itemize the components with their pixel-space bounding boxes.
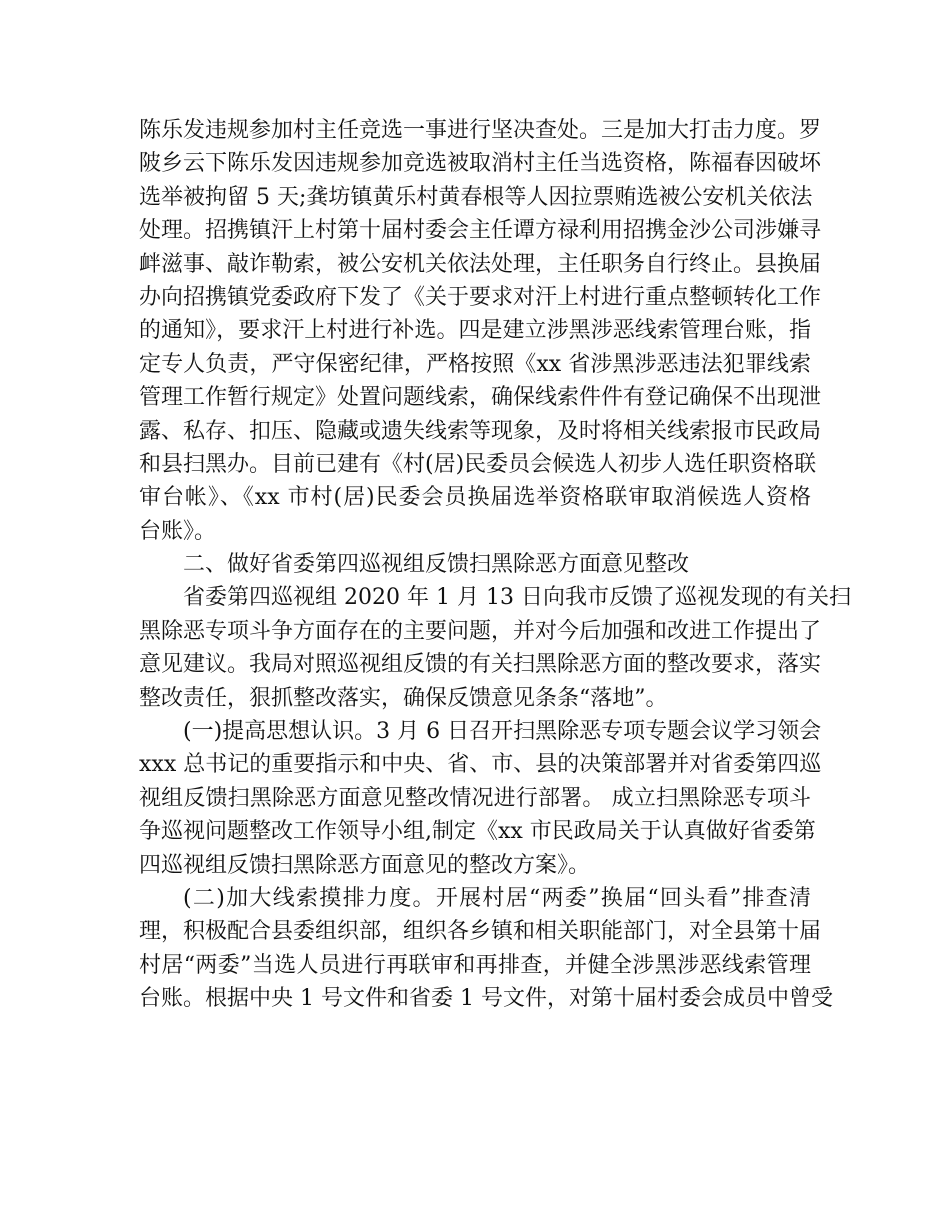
text-line-25: 理，积极配合县委组织部，组织各乡镇和相关职能部门，对全县第十届 bbox=[139, 919, 822, 945]
text-line-18: 整改责任，狠抓整改落实，确保反馈意见条条“落地”。 bbox=[139, 685, 668, 711]
text-line-1: 陈乐发违规参加村主任竞选一事进行坚决查处。三是加大打击力度。罗 bbox=[139, 118, 822, 143]
text-line-27: 台账。根据中央 1 号文件和省委 1 号文件，对第十届村委会成员中曾受 bbox=[139, 986, 833, 1012]
text-line-9: 管理工作暂行规定》处置问题线索，确保线索件件有登记确保不出现泄 bbox=[139, 385, 822, 411]
text-line-13: 台账》。 bbox=[139, 518, 217, 544]
text-line-6: 办向招携镇党委政府下发了《关于要求对汗上村进行重点整顿转化工作 bbox=[139, 284, 822, 310]
text-line-8: 定专人负责，严守保密纪律，严格按照《xx 省涉黑涉恶违法犯罪线索 bbox=[139, 351, 811, 377]
text-line-16: 黑除恶专项斗争方面存在的主要问题，并对今后加强和改进工作提出了 bbox=[139, 618, 822, 644]
text-line-22: 争巡视问题整改工作领导小组,制定《xx 市民政局关于认真做好省委第 bbox=[139, 819, 816, 845]
text-line-24: (二)加大线索摸排力度。开展村居“两委”换届“回头看”排查清 bbox=[183, 885, 811, 911]
text-line-10: 露、私存、扣压、隐藏或遗失线索等现象，及时将相关线索报市民政局 bbox=[139, 418, 822, 444]
text-line-11: 和县扫黑办。目前已建有《村(居)民委员会候选人初步人选任职资格联 bbox=[139, 451, 817, 477]
text-line-3: 选举被拘留 5 天;龚坊镇黄乐村黄春根等人因拉票贿选被公安机关依法 bbox=[139, 184, 813, 210]
text-line-21: 视组反馈扫黑除恶方面意见整改情况进行部署。 成立扫黑除恶专项斗 bbox=[139, 785, 811, 811]
text-line-15: 省委第四巡视组 2020 年 1 月 13 日向我市反馈了巡视发现的有关扫 bbox=[183, 585, 851, 611]
text-line-2: 陂乡云下陈乐发因违规参加竞选被取消村主任当选资格，陈福春因破坏 bbox=[139, 151, 822, 177]
section-heading: 二、做好省委第四巡视组反馈扫黑除恶方面意见整改 bbox=[183, 552, 690, 578]
text-line-23: 四巡视组反馈扫黑除恶方面意见的整改方案》。 bbox=[139, 852, 591, 878]
text-line-20: xxx 总书记的重要指示和中央、省、市、县的决策部署并对省委第四巡 bbox=[139, 752, 822, 778]
text-line-5: 衅滋事、敲诈勒索，被公安机关依法处理，主任职务自行终止。县换届 bbox=[139, 251, 822, 277]
document-body bbox=[139, 114, 851, 1016]
text-line-4: 处理。招携镇汗上村第十届村委会主任谭方禄利用招携金沙公司涉嫌寻 bbox=[139, 218, 822, 244]
text-line-17: 意见建议。我局对照巡视组反馈的有关扫黑除恶方面的整改要求，落实 bbox=[139, 652, 822, 678]
text-line-7: 的通知》，要求汗上村进行补选。四是建立涉黑涉恶线索管理台账，指 bbox=[139, 318, 811, 344]
text-line-26: 村居“两委”当选人员进行再联审和再排查，并健全涉黑涉恶线索管理 bbox=[139, 952, 811, 978]
text-line-19: (一)提高思想认识。3 月 6 日召开扫黑除恶专项专题会议学习领会 bbox=[183, 719, 822, 745]
text-line-12: 审台帐》、《xx 市村(居)民委会员换届选举资格联审取消候选人资格 bbox=[139, 485, 811, 511]
